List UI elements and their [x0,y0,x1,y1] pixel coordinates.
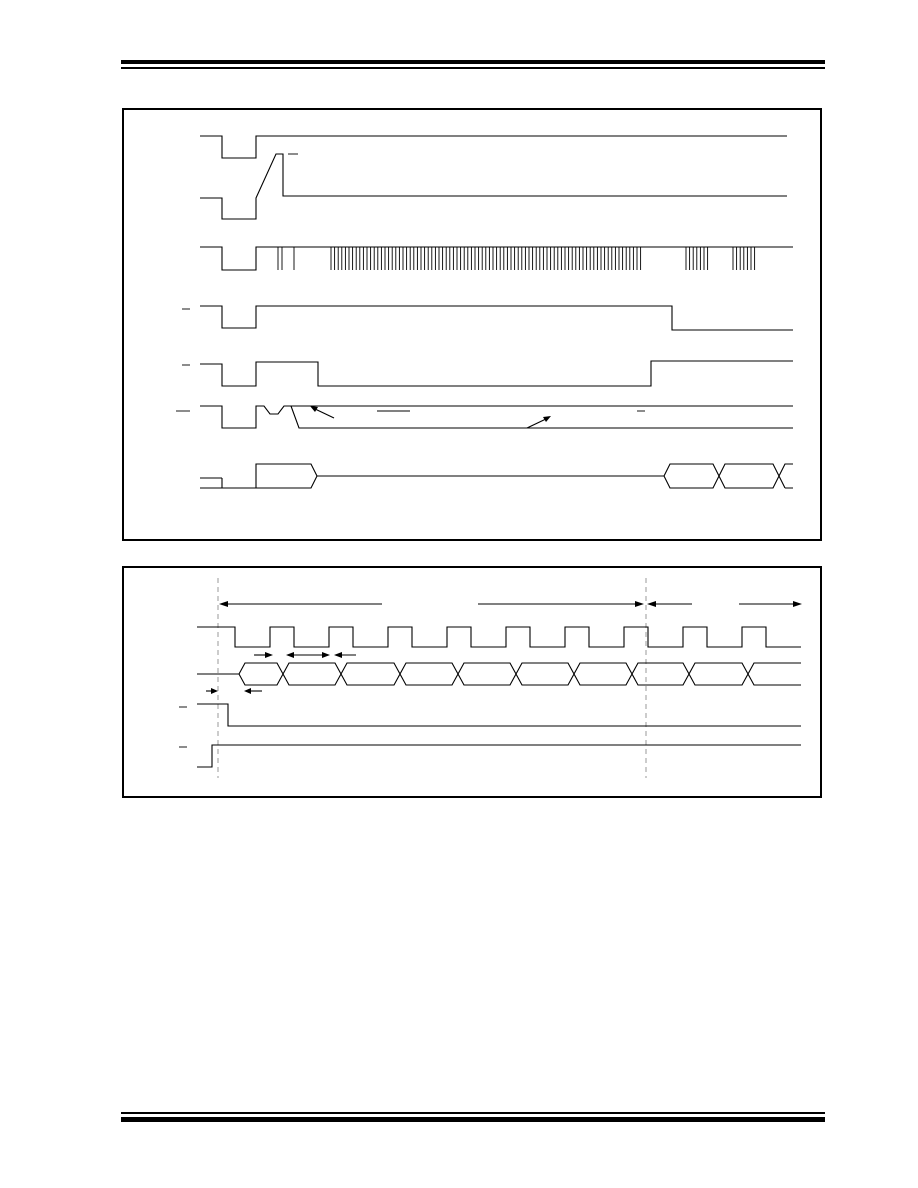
bottom-data-bus-segment [341,663,400,685]
top-arrow-right [527,416,551,428]
bottom-data-bus-segment [689,663,748,685]
bottom-signal-3-trace [197,704,801,726]
bottom-waveforms [179,578,802,778]
top-signal-6-trace [200,406,793,428]
top-arrow-left [310,406,334,418]
bottom-data-bus-segment [748,663,801,685]
top-signal-7-bus-segment [664,464,719,488]
bottom-data-bus-segment [400,663,458,685]
bottom-setup-arrow-left [206,688,218,694]
bottom-data-bus-segment [458,663,516,685]
bottom-timing-arrow-3 [334,652,356,658]
bottom-span-arrow-2 [647,601,692,607]
bottom-data-bus-segment [574,663,632,685]
top-signal-7-step [222,478,256,488]
bottom-span-arrow-1 [219,601,382,607]
bottom-span-arrow-2-end [739,601,802,607]
top-signal-7-bus-segment [256,464,317,488]
top-signal-5-trace [200,361,793,386]
bottom-data-bus-segment [239,663,283,685]
bottom-timing-arrow-1 [254,652,273,658]
top-signal-6-lower-rail [291,406,793,428]
bottom-clock-trace [197,627,801,647]
bottom-span-arrow-1-end [478,601,644,607]
bottom-data-bus [239,663,801,685]
top-signal-4-trace [200,306,793,330]
bottom-timing-arrow-2 [286,652,330,658]
bottom-setup-arrow-right [244,688,262,694]
bottom-data-bus-segment [516,663,574,685]
top-signal-2-trace [200,154,787,219]
top-signal-7-bus-segment [779,464,793,488]
bottom-signal-4-trace [197,745,801,767]
top-signal-1-trace [200,136,787,158]
bottom-data-bus-segment [283,663,341,685]
top-waveforms [176,136,793,488]
top-signal-7-bus-segment [719,464,779,488]
top-signal-3-clock-bursts [331,247,755,270]
bottom-data-bus-segment [632,663,689,685]
